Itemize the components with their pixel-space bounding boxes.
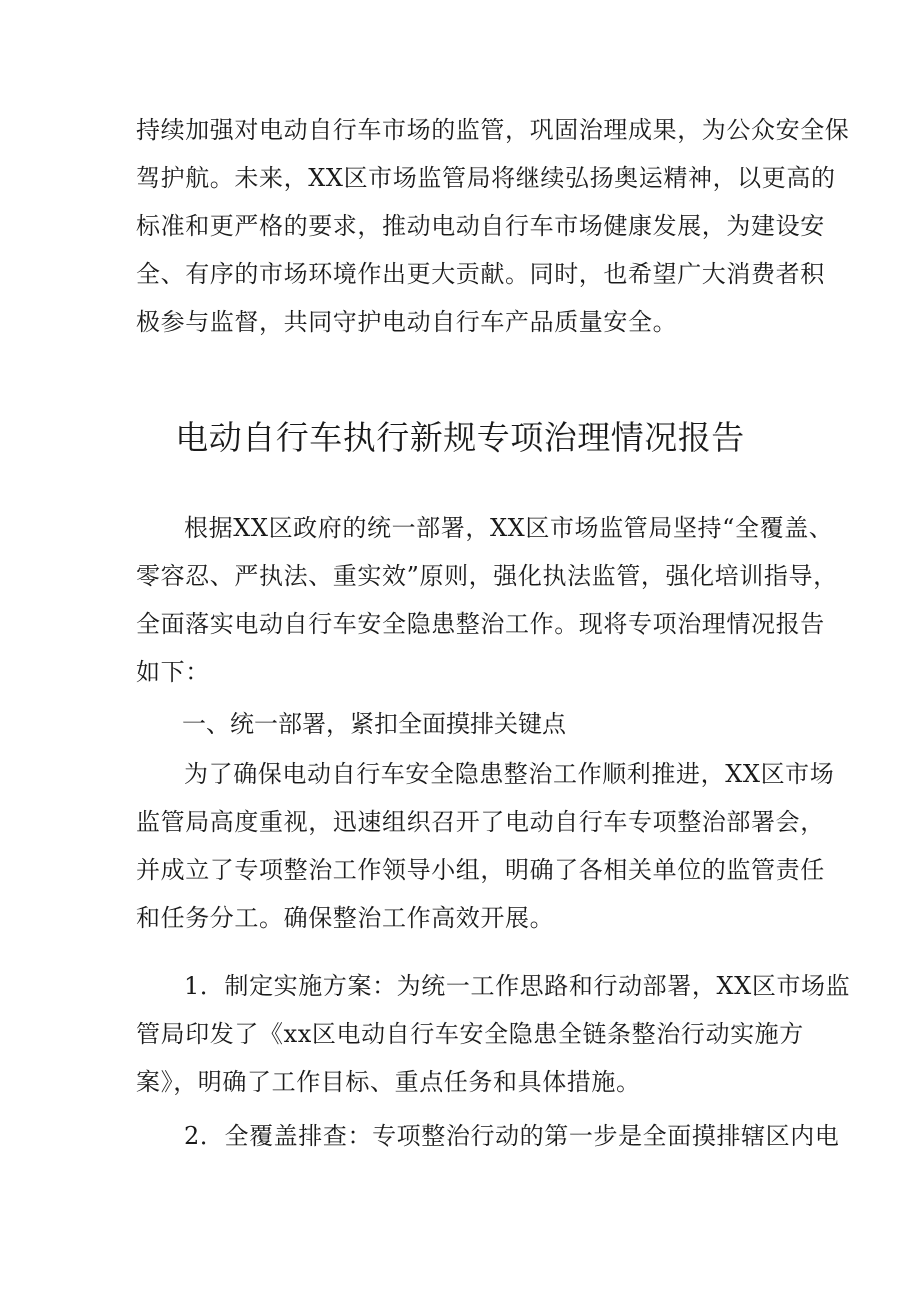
opening-line-3: 全面落实电动自行车安全隐患整治工作。现将专项治理情况报告 <box>136 610 825 638</box>
report-title: 电动自行车执行新规专项治理情况报告 <box>175 418 745 457</box>
opening-line-2: 零容忍、严执法、重实效”原则，强化执法监管，强化培训指导， <box>136 562 838 590</box>
item-one-line-3: 案》，明确了工作目标、重点任务和具体措施。 <box>136 1068 641 1096</box>
item-one-line-1: 1．制定实施方案：为统一工作思路和行动部署，XX区市场监 <box>184 972 851 1000</box>
opening-line-4: 如下： <box>136 658 210 686</box>
intro-line-1: 持续加强对电动自行车市场的监管，巩固治理成果，为公众安全保 <box>136 116 850 144</box>
section-one-line-1: 为了确保电动自行车安全隐患整治工作顺利推进，XX区市场 <box>184 760 835 788</box>
section-one-heading: 一、统一部署，紧扣全面摸排关键点 <box>182 710 566 738</box>
section-one-line-4: 和任务分工。确保整治工作高效开展。 <box>136 904 555 932</box>
intro-line-4: 全、有序的市场环境作出更大贡献。同时，也希望广大消费者积 <box>136 260 825 288</box>
intro-line-5: 极参与监督，共同守护电动自行车产品质量安全。 <box>136 308 678 336</box>
item-two-line-1: 2．全覆盖排查：专项整治行动的第一步是全面摸排辖区内电 <box>184 1122 840 1150</box>
section-one-line-3: 并成立了专项整治工作领导小组，明确了各相关单位的监管责任 <box>136 856 825 884</box>
item-one-line-2: 管局印发了《xx区电动自行车安全隐患全链条整治行动实施方 <box>136 1020 804 1048</box>
intro-line-3: 标准和更严格的要求，推动电动自行车市场健康发展，为建设安 <box>136 212 825 240</box>
section-one-line-2: 监管局高度重视，迅速组织召开了电动自行车专项整治部署会， <box>136 808 825 836</box>
intro-line-2: 驾护航。未来，XX区市场监管局将继续弘扬奥运精神，以更高的 <box>136 164 836 192</box>
opening-line-1: 根据XX区政府的统一部署，XX区市场监管局坚持“全覆盖、 <box>184 514 834 542</box>
